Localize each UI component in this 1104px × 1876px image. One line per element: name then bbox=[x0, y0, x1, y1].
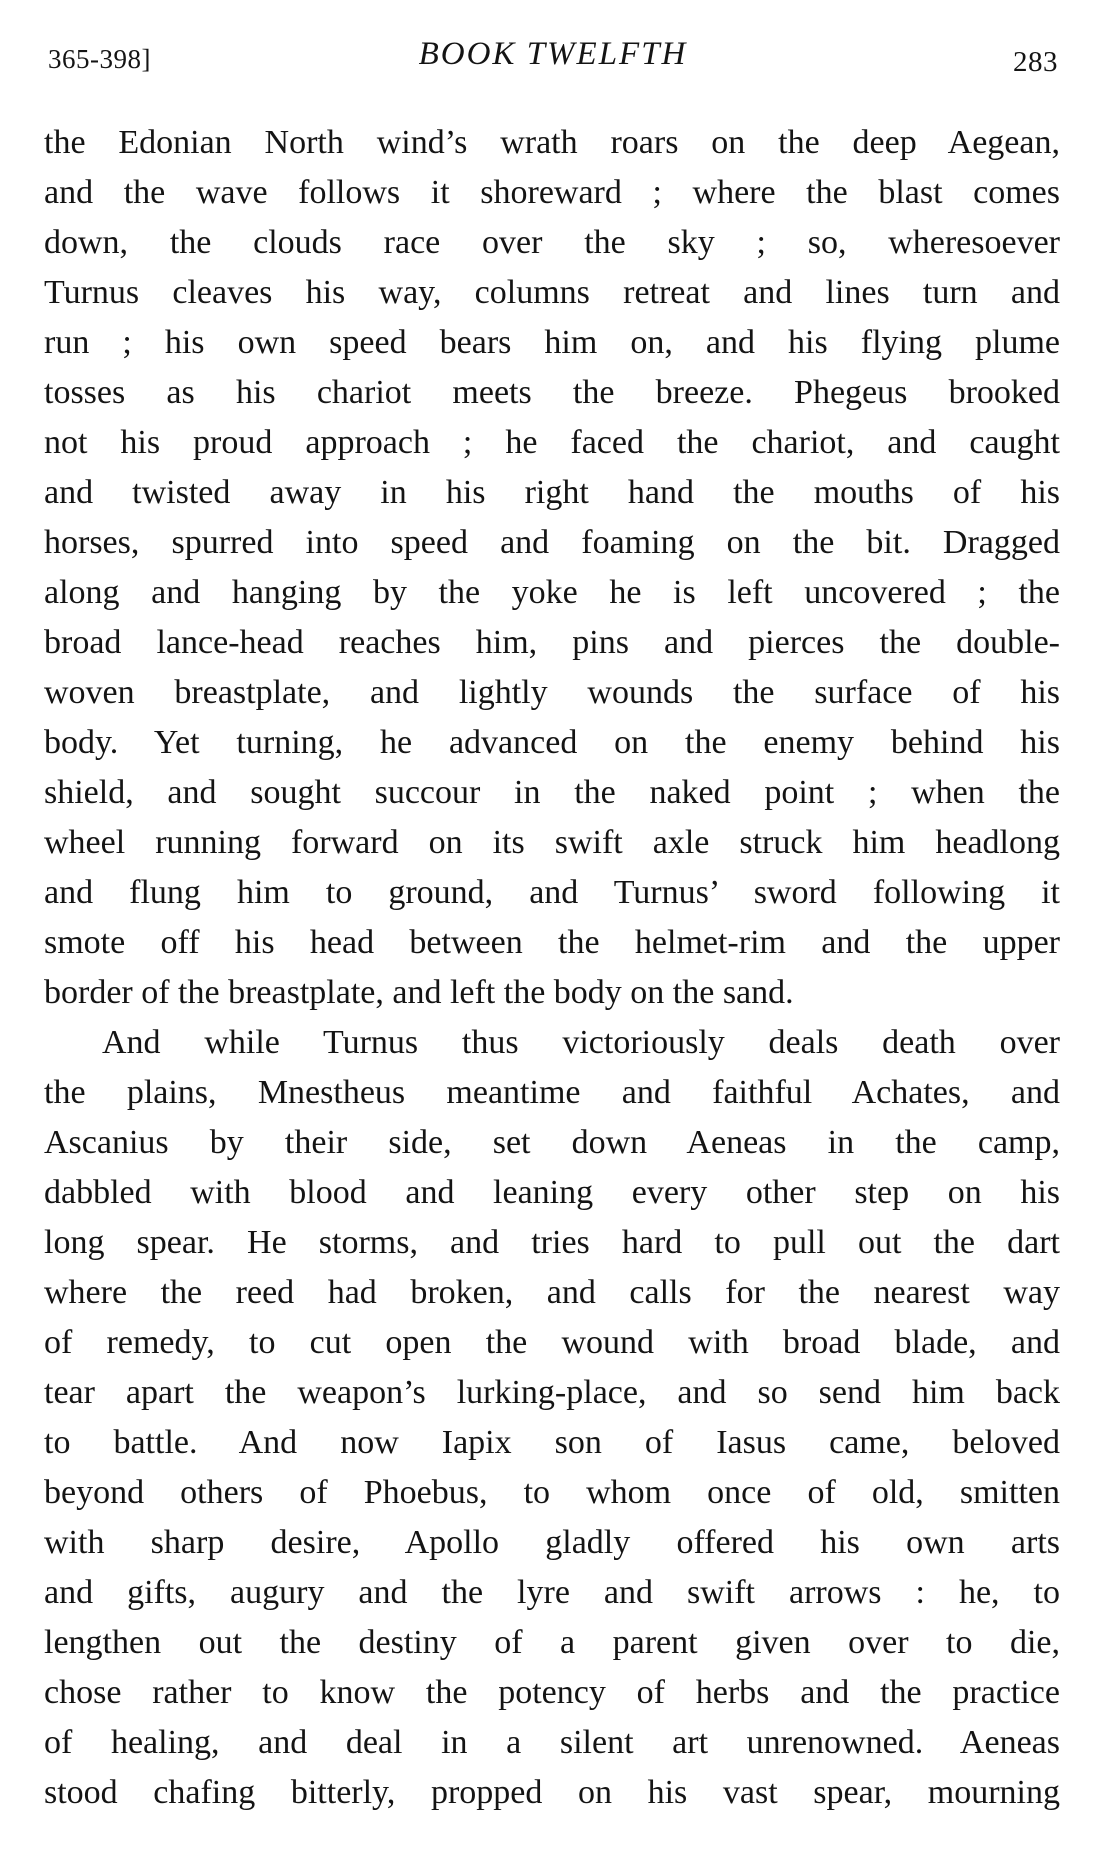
text-line: tosses as his chariot meets the breeze. Phegeus brooked bbox=[44, 374, 1060, 411]
text-line: the plains, Mnestheus meantime and faithful Achates, and bbox=[44, 1074, 1060, 1111]
text-line: and flung him to ground, and Turnus’ sword following it bbox=[44, 874, 1060, 911]
text-line: woven breastplate, and lightly wounds the surface of his bbox=[44, 674, 1060, 711]
text-line: lengthen out the destiny of a parent given over to die, bbox=[44, 1624, 1060, 1661]
text-line: along and hanging by the yoke he is left uncovered ; the bbox=[44, 574, 1060, 611]
text-line: dabbled with blood and leaning every other step on his bbox=[44, 1174, 1060, 1211]
text-line: and the wave follows it shoreward ; where the blast comes bbox=[44, 174, 1060, 211]
text-line: shield, and sought succour in the naked point ; when the bbox=[44, 774, 1060, 811]
text-line: Turnus cleaves his way, columns retreat and lines turn and bbox=[44, 274, 1060, 311]
text-line: down, the clouds race over the sky ; so, wheresoever bbox=[44, 224, 1060, 261]
text-line: Ascanius by their side, set down Aeneas in the camp, bbox=[44, 1124, 1060, 1161]
text-line: not his proud approach ; he faced the chariot, and caught bbox=[44, 424, 1060, 461]
text-line: stood chafing bitterly, propped on his vast spear, mourning bbox=[44, 1774, 1060, 1811]
text-line: beyond others of Phoebus, to whom once of old, smitten bbox=[44, 1474, 1060, 1511]
line-range: 365-398] bbox=[48, 44, 151, 74]
text-line: and gifts, augury and the lyre and swift arrows : he, to bbox=[44, 1574, 1060, 1611]
text-line: of remedy, to cut open the wound with broad blade, and bbox=[44, 1324, 1060, 1361]
text-line: smote off his head between the helmet-rim and the upper bbox=[44, 924, 1060, 961]
paragraph-start-line: And while Turnus thus victoriously deals death over bbox=[102, 1024, 1060, 1061]
book-title: BOOK TWELFTH bbox=[418, 36, 688, 72]
running-header bbox=[48, 36, 1058, 82]
text-line: broad lance-head reaches him, pins and pierces the double- bbox=[44, 624, 1060, 661]
text-line: of healing, and deal in a silent art unrenowned. Aeneas bbox=[44, 1724, 1060, 1761]
text-line: tear apart the weapon’s lurking-place, and so send him back bbox=[44, 1374, 1060, 1411]
text-line: the Edonian North wind’s wrath roars on the deep Aegean, bbox=[44, 124, 1060, 161]
text-line: run ; his own speed bears him on, and his flying plume bbox=[44, 324, 1060, 361]
text-line: body. Yet turning, he advanced on the enemy behind his bbox=[44, 724, 1060, 761]
text-line: chose rather to know the potency of herbs and the practice bbox=[44, 1674, 1060, 1711]
text-line: long spear. He storms, and tries hard to pull out the dart bbox=[44, 1224, 1060, 1261]
text-line: where the reed had broken, and calls for the nearest way bbox=[44, 1274, 1060, 1311]
body-text bbox=[44, 118, 1060, 1818]
text-line: with sharp desire, Apollo gladly offered his own arts bbox=[44, 1524, 1060, 1561]
paragraph-end-line: border of the breastplate, and left the body on the sand. bbox=[44, 974, 794, 1011]
text-line: horses, spurred into speed and foaming on the bit. Dragged bbox=[44, 524, 1060, 561]
page-number: 283 bbox=[1013, 46, 1058, 78]
text-line: wheel running forward on its swift axle struck him headlong bbox=[44, 824, 1060, 861]
text-line: to battle. And now Iapix son of Iasus came, beloved bbox=[44, 1424, 1060, 1461]
text-line: and twisted away in his right hand the mouths of his bbox=[44, 474, 1060, 511]
